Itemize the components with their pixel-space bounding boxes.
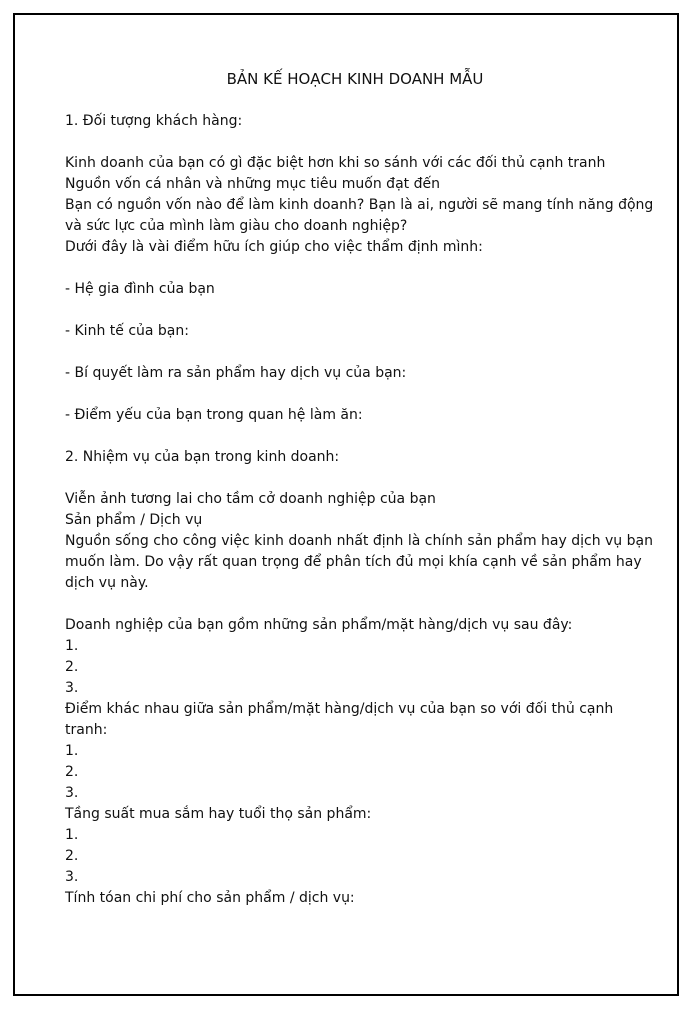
numbered-item: 2. [65,659,79,675]
numbered-item: 3. [65,869,79,885]
numbered-item: 2. [65,764,79,780]
paragraph-line: và sức lực của mình làm giàu cho doanh nghiệp? [65,218,408,234]
products-heading: Doanh nghiệp của bạn gồm những sản phẩm/mặt hàng/dịch vụ sau đây: [65,617,573,633]
paragraph-line: Nguồn vốn cá nhân và những mục tiêu muốn đạt đến [65,176,440,192]
paragraph-line: Dưới đây là vài điểm hữu ích giúp cho việc thẩm định mình: [65,239,483,255]
difference-heading: Điểm khác nhau giữa sản phẩm/mặt hàng/dịch vụ của bạn so với đối thủ cạnh [65,701,614,717]
difference-heading-cont: tranh: [65,722,108,738]
numbered-item: 2. [65,848,79,864]
numbered-item: 1. [65,827,79,843]
numbered-item: 3. [65,680,79,696]
numbered-item: 1. [65,743,79,759]
paragraph-line: Kinh doanh của bạn có gì đặc biệt hơn khi so sánh với các đối thủ cạnh tranh [65,155,606,171]
frequency-heading: Tầng suất mua sắm hay tuổi thọ sản phẩm: [65,806,372,822]
paragraph-line: dịch vụ này. [65,575,149,591]
paragraph-line: Nguồn sống cho công việc kinh doanh nhất định là chính sản phẩm hay dịch vụ bạn [65,533,653,549]
page-border [13,13,679,996]
paragraph-line: muốn làm. Do vậy rất quan trọng để phân tích đủ mọi khía cạnh về sản phẩm hay [65,554,642,570]
bullet-item: - Kinh tế của bạn: [65,323,189,339]
numbered-item: 3. [65,785,79,801]
bullet-item: - Điểm yếu của bạn trong quan hệ làm ăn: [65,407,363,423]
paragraph-line: Bạn có nguồn vốn nào để làm kinh doanh? Bạn là ai, người sẽ mang tính năng động [65,197,654,213]
paragraph-line: Viễn ảnh tương lai cho tầm cở doanh nghiệp của bạn [65,491,436,507]
section-1-heading: 1. Đối tượng khách hàng: [65,113,243,129]
numbered-item: 1. [65,638,79,654]
document-body [65,69,665,909]
document-title: BẢN KẾ HOẠCH KINH DOANH MẪU [226,70,484,88]
section-2-heading: 2. Nhiệm vụ của bạn trong kinh doanh: [65,449,340,465]
cost-heading: Tính tóan chi phí cho sản phẩm / dịch vụ: [65,890,355,906]
bullet-item: - Bí quyết làm ra sản phẩm hay dịch vụ của bạn: [65,365,407,381]
paragraph-line: Sản phẩm / Dịch vụ [65,512,203,528]
bullet-item: - Hệ gia đình của bạn [65,281,215,297]
